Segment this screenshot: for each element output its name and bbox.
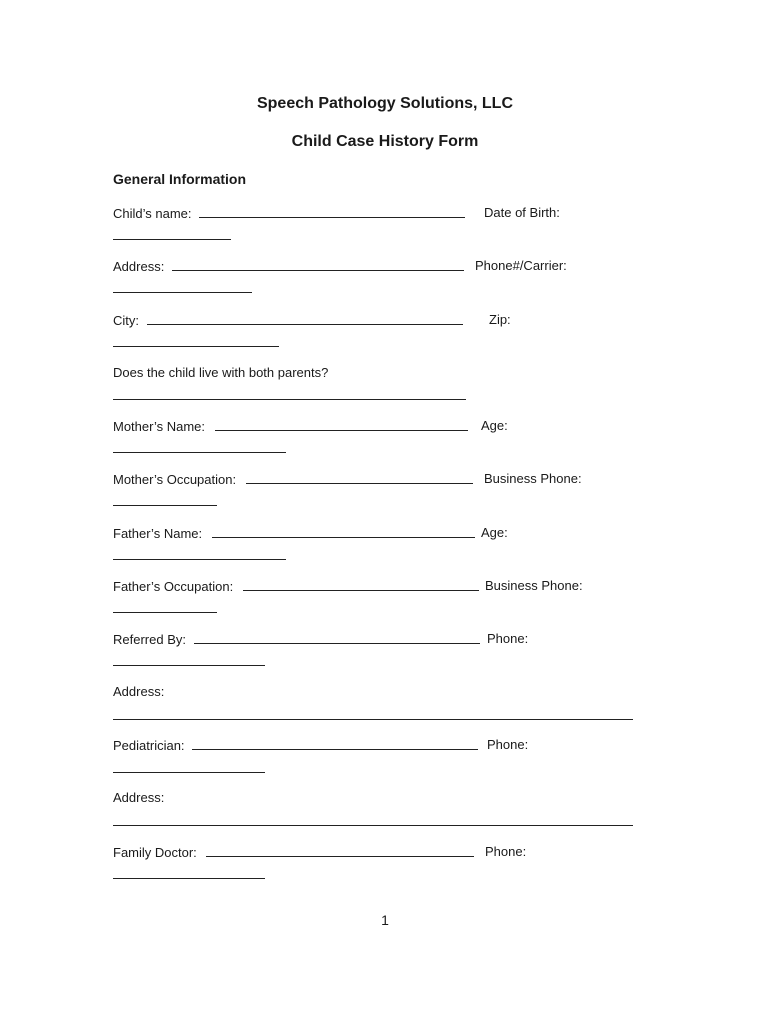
mothers-name-row [113,418,468,434]
page-number: 1 [381,912,389,928]
mothers-name-label: Mother’s Name: [113,419,205,434]
form-title: Child Case History Form [291,133,479,150]
family-doctor-field[interactable] [206,844,474,857]
pediatrician-field[interactable] [192,737,478,750]
childs-name-row [113,205,465,221]
date-of-birth-label: Date of Birth: [484,205,560,220]
father-age-label: Age: [481,525,508,540]
section-heading-general-information: General Information [113,171,247,187]
pediatrician-address-field[interactable] [113,813,633,826]
fathers-occupation-label: Father’s Occupation: [113,579,234,594]
childs-name-label: Child’s name: [113,206,192,221]
mother-business-phone-label: Business Phone: [484,471,582,486]
phone-carrier-label: Phone#/Carrier: [475,258,567,273]
fathers-name-label: Father’s Name: [113,526,203,541]
fathers-name-row [113,525,475,541]
zip-label: Zip: [489,312,511,327]
referred-phone-field[interactable] [113,653,265,666]
father-business-phone-label: Business Phone: [485,578,583,593]
fathers-occupation-field[interactable] [243,578,479,591]
mothers-name-field[interactable] [215,418,468,431]
both-parents-row [113,365,328,380]
city-field[interactable] [147,312,463,325]
referrer-address-row [113,684,164,699]
pediatrician-address-label: Address: [113,790,165,805]
pediatrician-row [113,737,478,753]
date-of-birth-field[interactable] [113,227,231,240]
referred-by-label: Referred By: [113,632,186,647]
mothers-occupation-row [113,471,473,487]
referred-phone-label: Phone: [487,631,529,646]
father-age-field[interactable] [113,547,286,560]
address-row [113,258,464,274]
mother-age-field[interactable] [113,440,286,453]
family-doctor-phone-label: Phone: [485,844,527,859]
referred-by-field[interactable] [194,631,480,644]
referred-by-row [113,631,480,647]
mothers-occupation-label: Mother’s Occupation: [113,472,237,487]
family-doctor-row [113,844,474,860]
family-doctor-phone-field[interactable] [113,866,265,879]
pediatrician-phone-label: Phone: [487,737,529,752]
both-parents-label: Does the child live with both parents? [113,365,329,380]
pediatrician-phone-field[interactable] [113,760,265,773]
pediatrician-label: Pediatrician: [113,738,185,753]
phone-carrier-field[interactable] [113,280,252,293]
referrer-address-field[interactable] [113,707,633,720]
family-doctor-label: Family Doctor: [113,845,197,860]
fathers-occupation-row [113,578,479,594]
address-field[interactable] [172,258,464,271]
father-business-phone-field[interactable] [113,600,217,613]
city-row [113,312,463,328]
company-name: Speech Pathology Solutions, LLC [256,95,513,112]
referrer-address-label: Address: [113,684,165,699]
childs-name-field[interactable] [199,205,465,218]
mother-business-phone-field[interactable] [113,493,217,506]
zip-field[interactable] [113,334,279,347]
address-label: Address: [113,259,165,274]
city-label: City: [113,313,139,328]
fathers-name-field[interactable] [212,525,475,538]
pediatrician-address-row [113,790,164,805]
mother-age-label: Age: [481,418,508,433]
both-parents-field[interactable] [113,387,466,400]
mothers-occupation-field[interactable] [246,471,473,484]
